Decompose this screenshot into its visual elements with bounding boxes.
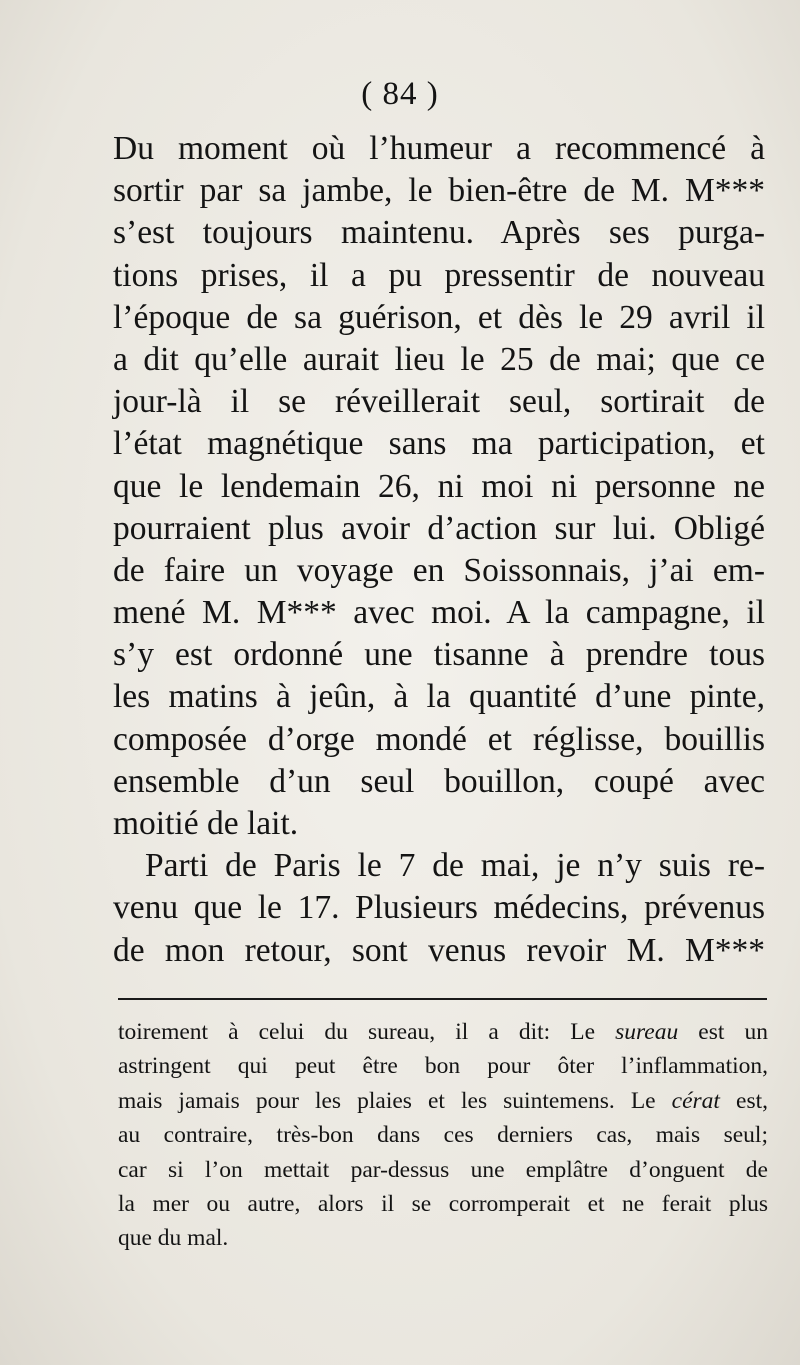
text-line: composée d’orge mondé et réglisse, bouillis — [113, 720, 765, 758]
footnote-line: mais jamais pour les plaies et les suintemens. Le cérat est, — [118, 1087, 769, 1114]
main-text — [113, 128, 765, 972]
footnote-line: car si l’on mettait par-dessus une emplâtre d’onguent de — [118, 1156, 768, 1183]
text-line: venu que le 17. Plusieurs médecins, prévenus — [113, 889, 765, 927]
text-line: Du moment où l’humeur a recommencé à — [113, 130, 765, 167]
footnote-line: au contraire, très-bon dans ces derniers cas, mais seul; — [118, 1122, 768, 1149]
footnote-line: toirement à celui du sureau, il a dit: Le sureau est un — [118, 1019, 768, 1045]
text-line: l’époque de sa guérison, et dès le 29 avril il — [113, 298, 765, 336]
footnote-line: astringent qui peut être bon pour ôter l’inflammation, — [118, 1053, 768, 1080]
footnote-line: la mer ou autre, alors il se corromperait et ne ferait plus — [118, 1190, 768, 1217]
text-line: tions prises, il a pu pressentir de nouveau — [113, 256, 765, 294]
text-line: de faire un voyage en Soissonnais, j’ai em- — [113, 551, 765, 589]
text-line: que le lendemain 26, ni moi ni personne ne — [113, 467, 765, 505]
text-line: de mon retour, sont venus revoir M. M*** — [113, 931, 765, 969]
text-line: mené M. M*** avec moi. A la campagne, il — [113, 594, 765, 632]
text-line: a dit qu’elle aurait lieu le 25 de mai; que ce — [113, 340, 765, 378]
text-line: moitié de lait. — [113, 805, 299, 842]
text-line: l’état magnétique sans ma participation, et — [113, 425, 765, 463]
text-line: jour-là il se réveillerait seul, sortirait de — [113, 383, 765, 421]
text-line: s’y est ordonné une tisanne à prendre tous — [113, 636, 765, 674]
text-line: pourraient plus avoir d’action sur lui. Obligé — [113, 509, 765, 547]
italic-word: cérat — [671, 1087, 720, 1114]
footnote-divider — [118, 998, 767, 1000]
footnote-line: que du mal. — [118, 1225, 229, 1252]
text-line: les matins à jeûn, à la quantité d’une pinte, — [113, 678, 765, 716]
italic-word: sureau — [615, 1019, 679, 1045]
footnote — [118, 1015, 768, 1256]
text-line: s’est toujours maintenu. Après ses purga- — [113, 214, 765, 252]
text-line: ensemble d’un seul bouillon, coupé avec — [113, 762, 765, 800]
text-line: sortir par sa jambe, le bien-être de M. M*** — [113, 172, 765, 210]
page-number: ( 84 ) — [361, 76, 439, 112]
paragraph-start-line: Parti de Paris le 7 de mai, je n’y suis re- — [145, 847, 765, 885]
